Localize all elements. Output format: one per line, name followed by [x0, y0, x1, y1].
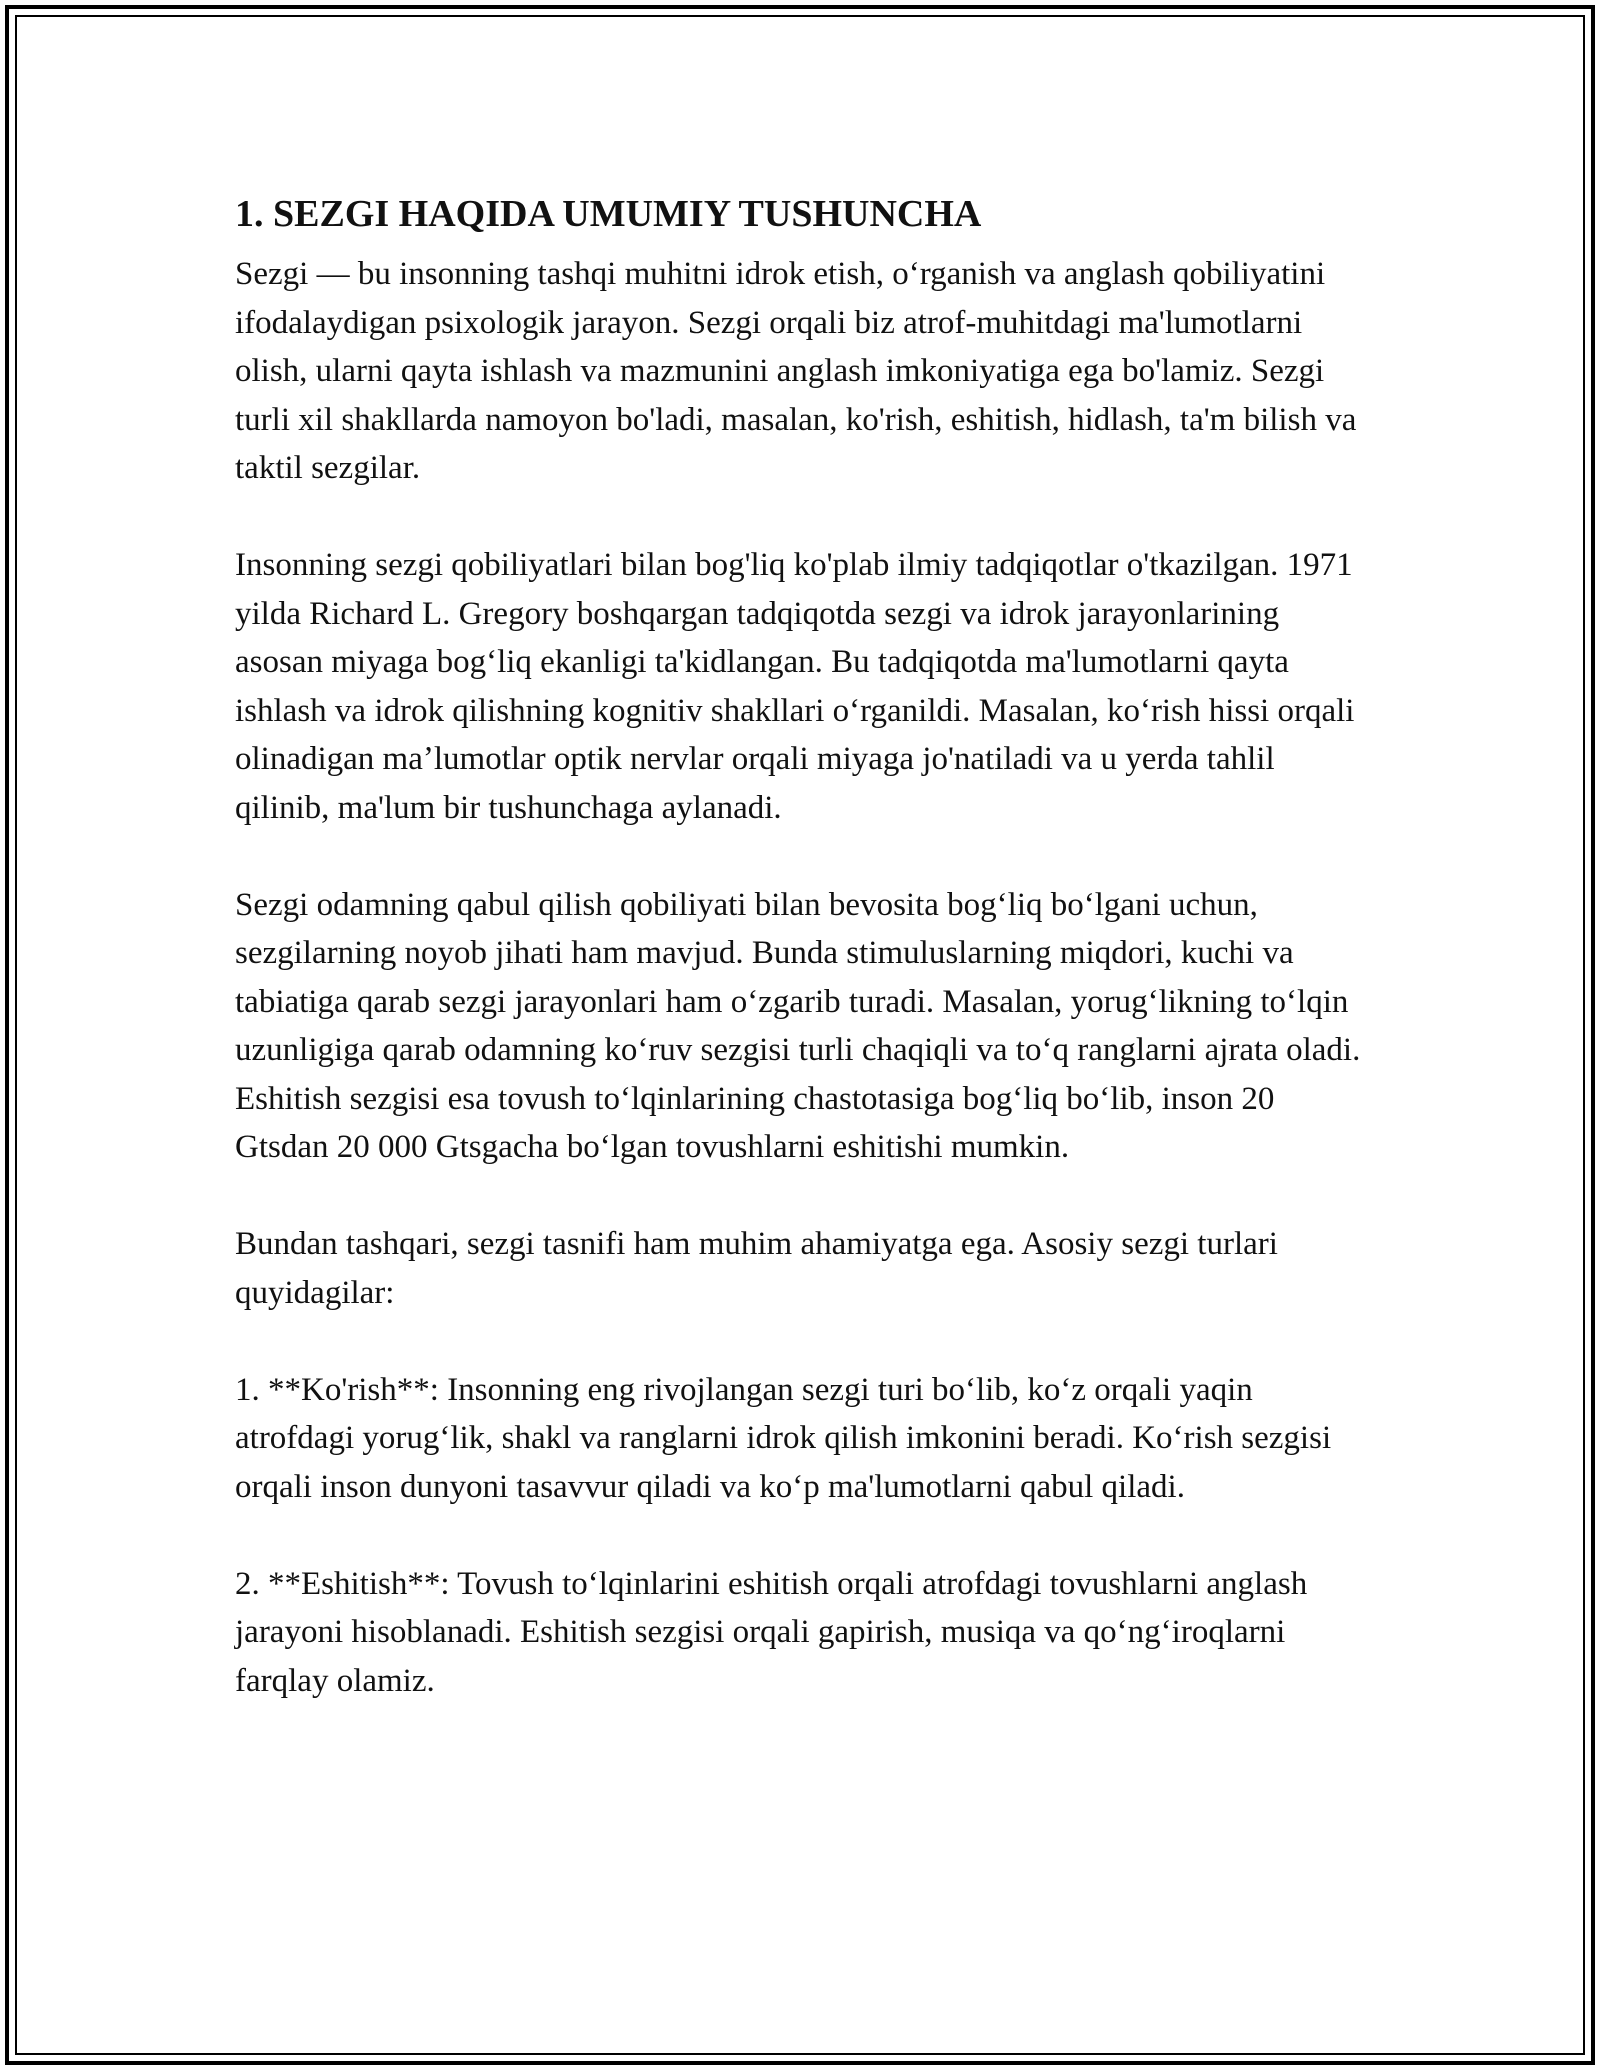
section-heading: 1. SEZGI HAQIDA UMUMIY TUSHUNCHA: [235, 193, 982, 235]
list-item-vision: 1. **Ko'rish**: Insonning eng rivojlangan sezgi turi boʻlib, koʻz orqali yaqin atrofdagi yorugʻlik, shakl va ranglarni idrok qilish imkonini beradi. Koʻrish sezgisi orqali inson dunyoni tasavvur qiladi va koʻp ma'lumotlarni qabul qiladi.: [235, 1371, 1332, 1505]
paragraph-stimulus: Sezgi odamning qabul qilish qobiliyati bilan bevosita bogʻliq boʻlgani uchun, sezgilarning noyob jihati ham mavjud. Bunda stimuluslarning miqdori, kuchi va tabiatiga qarab sezgi jarayonlari ham oʻzgarib turadi. Masalan, yorugʻlikning toʻlqin uzunligiga qarab odamning koʻruv sezgisi turli chaqiqli va toʻq ranglarni ajrata oladi. Eshitish sezgisi esa tovush toʻlqinlarining chastotasiga bogʻliq boʻlib, inson 20 Gtsdan 20 000 Gtsgacha boʻlgan tovushlarni eshitishi mumkin.: [235, 886, 1361, 1165]
paragraph-research: Insonning sezgi qobiliyatlari bilan bog'liq ko'plab ilmiy tadqiqotlar o'tkazilgan. 1971 yilda Richard L. Gregory boshqargan tadqiqotda sezgi va idrok jarayonlarining asosan miyaga bogʻliq ekanligi ta'kidlangan. Bu tadqiqotda ma'lumotlarni qayta ishlash va idrok qilishning kognitiv shakllari oʻrganildi. Masalan, koʻrish hissi orqali olinadigan maʼlumotlar optik nervlar orqali miyaga jo'natiladi va u yerda tahlil qilinib, ma'lum bir tushunchaga aylanadi.: [235, 547, 1355, 826]
paragraph-classification: Bundan tashqari, sezgi tasnifi ham muhim ahamiyatga ega. Asosiy sezgi turlari quyidagilar:: [235, 1226, 1278, 1311]
document-body: [235, 186, 1365, 1705]
paragraph-intro: Sezgi — bu insonning tashqi muhitni idrok etish, oʻrganish va anglash qobiliyatini ifodalaydigan psixologik jarayon. Sezgi orqali biz atrof-muhitdagi ma'lumotlarni olish, ularni qayta ishlash va mazmunini anglash imkoniyatiga ega bo'lamiz. Sezgi turli xil shakllarda namoyon bo'ladi, masalan, ko'rish, eshitish, hidlash, ta'm bilish va taktil sezgilar.: [235, 256, 1357, 486]
list-item-hearing: 2. **Eshitish**: Tovush toʻlqinlarini eshitish orqali atrofdagi tovushlarni anglash jarayoni hisoblanadi. Eshitish sezgisi orqali gapirish, musiqa va qoʻngʻiroqlarni farqlay olamiz.: [235, 1565, 1308, 1699]
